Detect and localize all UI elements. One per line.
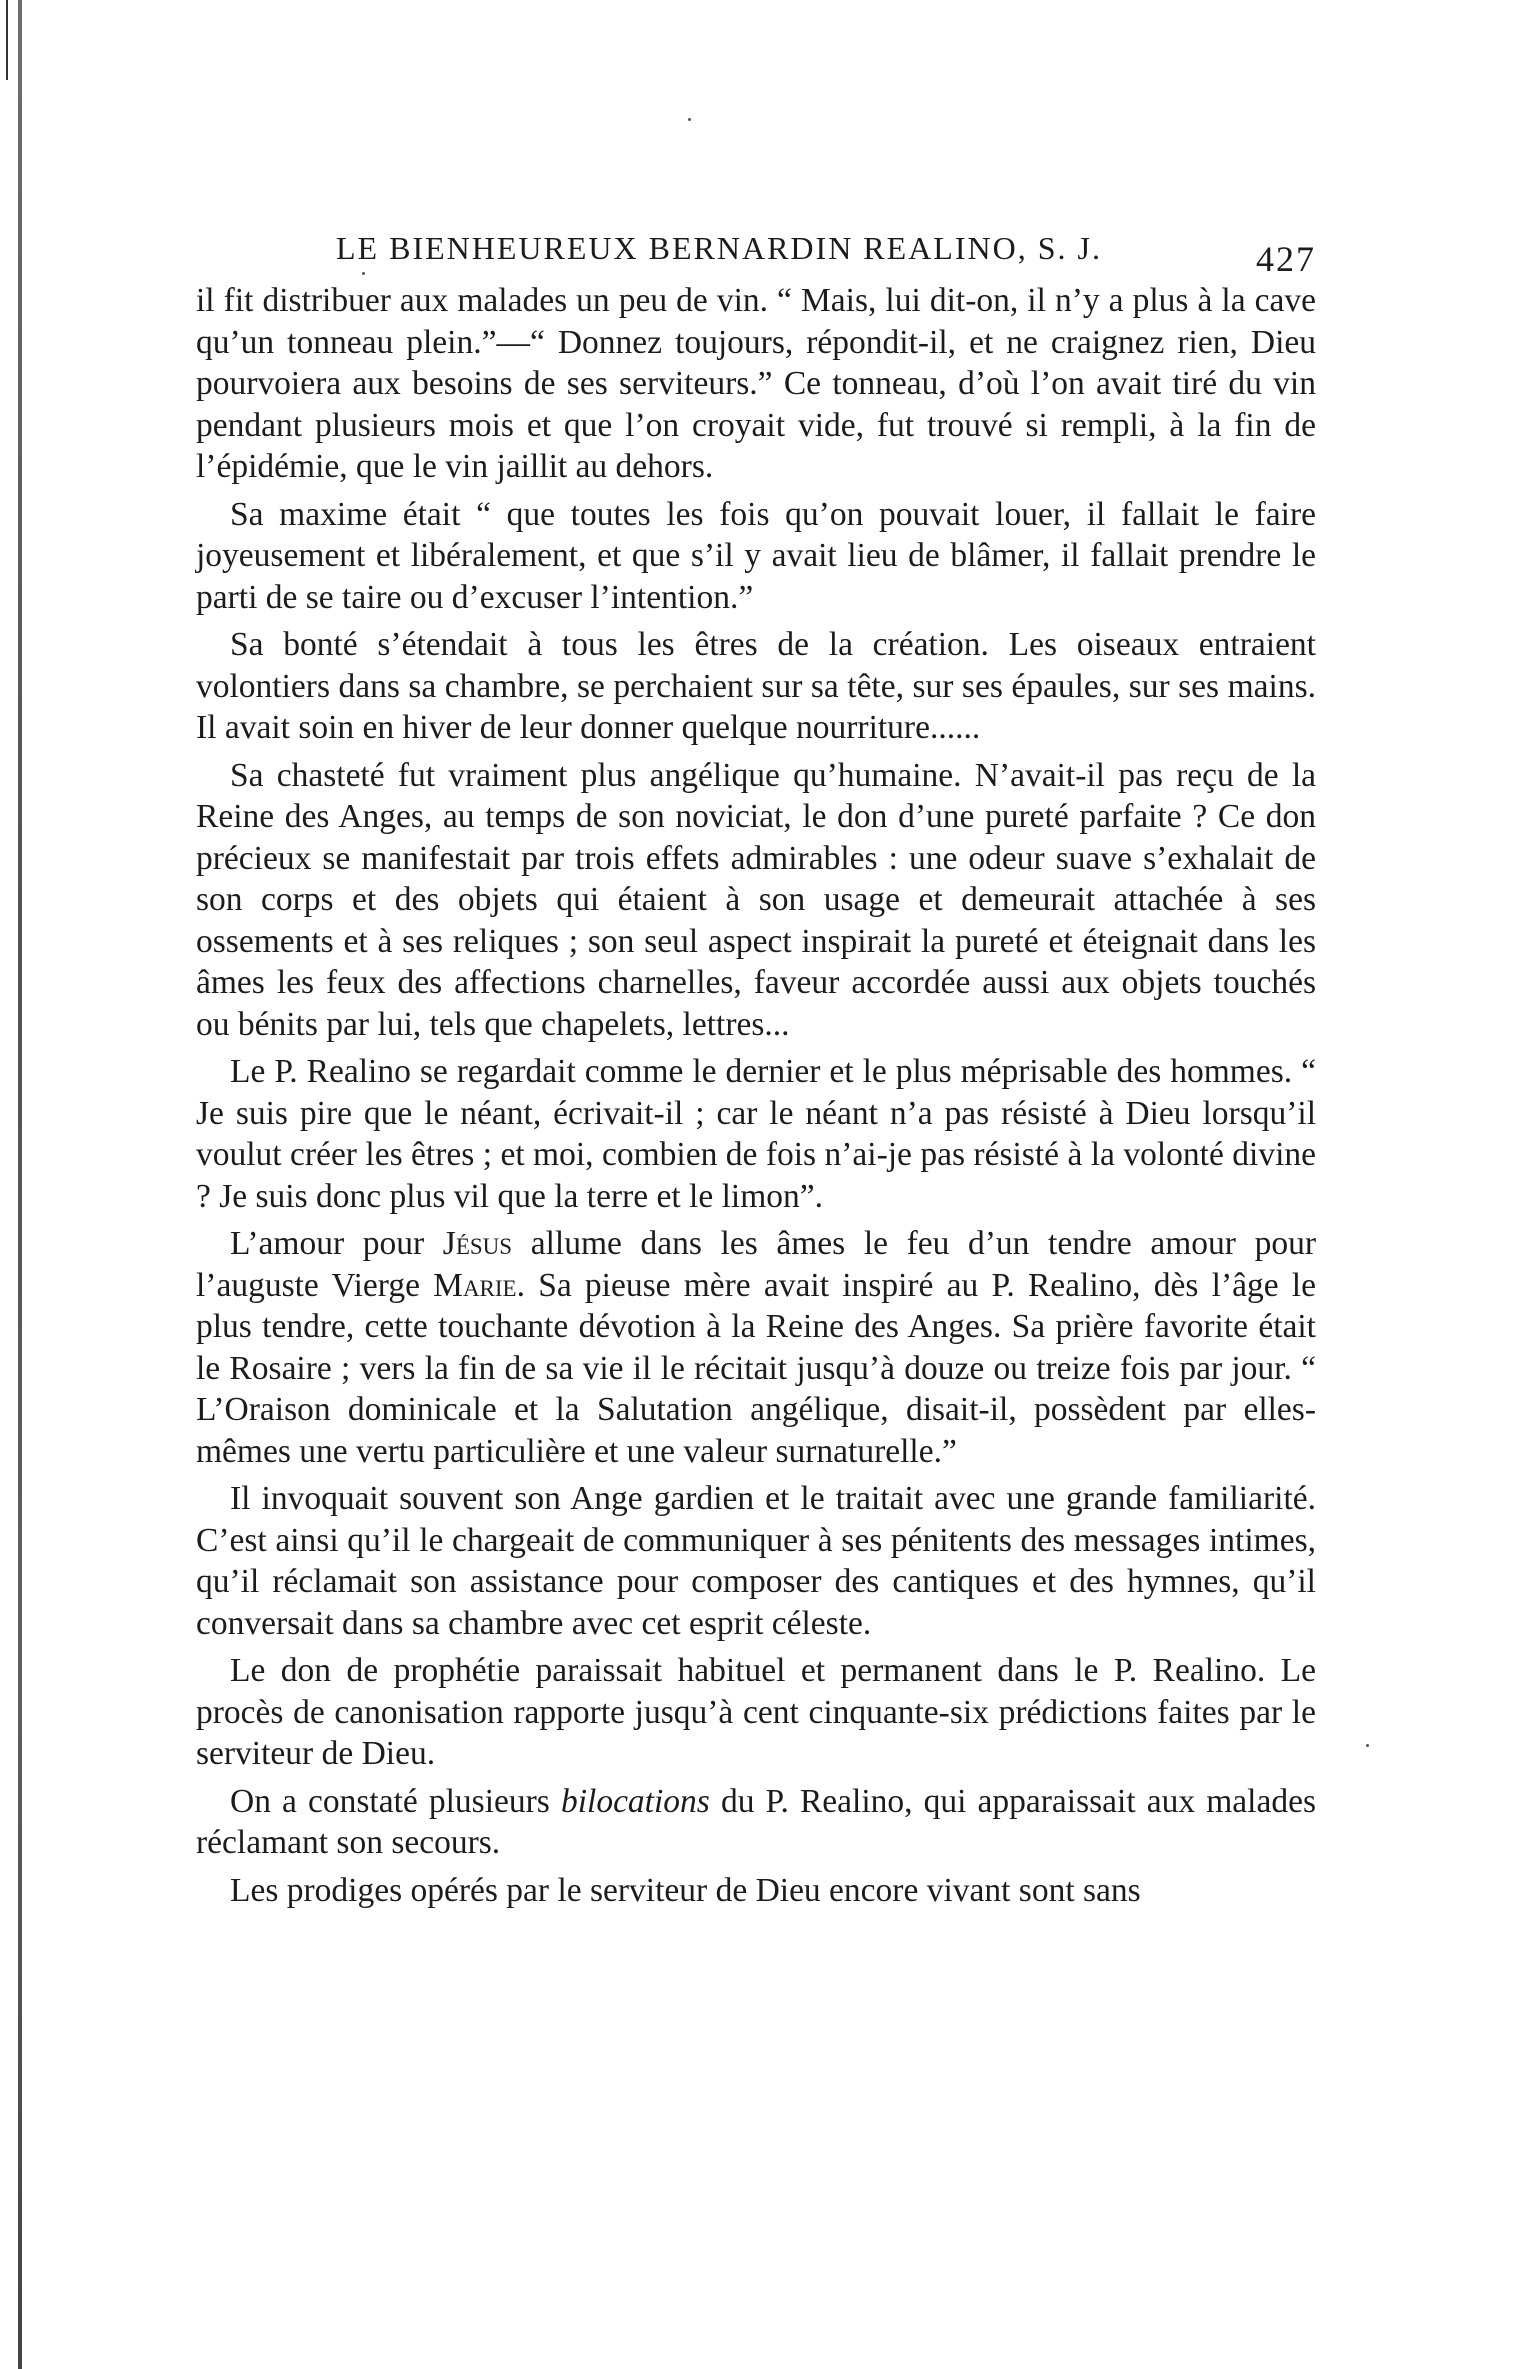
body-text (196, 280, 1316, 1911)
italic-term: bilocations (560, 1782, 710, 1820)
paragraph (196, 1781, 1316, 1864)
running-title: LE BIENHEUREUX BERNARDIN REALINO, S. J. (336, 230, 1102, 266)
paragraph-text: allume dans les âmes le feu d’un tendre amour pour l’auguste Vierge (196, 1225, 1316, 1304)
page-number: 427 (1256, 239, 1316, 279)
paragraph (196, 1223, 1316, 1472)
paragraph-text: du P. Realino, qui apparaissait aux malades réclamant son secours. (196, 1782, 1316, 1861)
name-jesus: Jésus (442, 1225, 513, 1262)
name-marie: Marie (433, 1266, 517, 1304)
paragraph: Le don de prophétie paraissait habituel et permanent dans le P. Realino. Le procès de canonisation rapporte jusqu’à cent cinquante-six prédictions faites par le serviteur de Dieu. (196, 1652, 1316, 1772)
paragraph: Le P. Realino se regardait comme le dernier et le plus méprisable des hommes. “ Je suis pire que le néant, écrivait-il ; car le néant n’a pas résisté à Dieu lorsqu’il voulut créer les êtres ; et moi, combien de fois n’ai-je pas résisté à la volonté divine ? Je suis donc plus vil que la terre et le limon”. (196, 1053, 1316, 1215)
paragraph: Il invoquait souvent son Ange gardien et le traitait avec une grande familiarité. C’est ainsi qu’il le chargeait de communiquer à ses pénitents des messages intimes, qu’il réclamait son assistance pour composer des cantiques et des hymnes, qu’il conversait dans sa chambre avec cet esprit céleste. (196, 1480, 1316, 1642)
running-head (196, 220, 1316, 280)
paper-speck (1366, 1744, 1369, 1747)
paragraph-text: L’amour pour (230, 1225, 443, 1262)
paragraph-text: On a constaté plusieurs (230, 1782, 561, 1820)
paragraph: Sa maxime était “ que toutes les fois qu’on pouvait louer, il fallait le faire joyeusement et libéralement, et que s’il y avait lieu de blâmer, il fallait prendre le parti de se taire ou d’excuser l’intention.” (196, 495, 1316, 616)
paragraph: Les prodiges opérés par le serviteur de Dieu encore vivant sont sans (230, 1871, 1141, 1909)
book-page (196, 220, 1316, 1917)
paragraph-text: . Sa pieuse mère avait inspiré au P. Realino, dès l’âge le plus tendre, cette touchante dévotion à la Reine des Anges. Sa prière favorite était le Rosaire ; vers la fin de sa vie il le récitait jusqu’à douze ou treize fois par jour. “ L’Oraison dominicale et la Salutation angélique, disait-il, possèdent par elles-mêmes une vertu particulière et une valeur surnaturelle.” (196, 1266, 1316, 1470)
paper-speck (688, 118, 691, 121)
page-edge-mark (6, 0, 8, 80)
paragraph: il fit distribuer aux malades un peu de vin. “ Mais, lui dit-on, il n’y a plus à la cave qu’un tonneau plein.”—“ Donnez toujours, répondit-il, et ne craignez rien, Dieu pourvoiera aux besoins de ses serviteurs.” Ce tonneau, d’où l’on avait tiré du vin pendant plusieurs mois et que l’on croyait vide, fut trouvé si rempli, à la fin de l’épidémie, que le vin jaillit au dehors. (196, 282, 1316, 485)
paragraph: Sa bonté s’étendait à tous les êtres de la création. Les oiseaux entraient volontiers dans sa chambre, se perchaient sur sa tête, sur ses épaules, sur ses mains. Il avait soin en hiver de leur donner quelque nourriture...... (196, 626, 1316, 746)
paragraph: Sa chasteté fut vraiment plus angélique qu’humaine. N’avait-il pas reçu de la Reine des Anges, au temps de son noviciat, le don d’une pureté parfaite ? Ce don précieux se manifestait par trois effets admirables : une odeur suave s’exhalait de son corps et des objets qui étaient à son usage et demeurait attachée à ses ossements et à ses reliques ; son seul aspect inspirait la pureté et éteignait dans les âmes les feux des affections charnelles, faveur accordée aussi aux objets touchés ou bénits par lui, tels que chapelets, lettres... (196, 756, 1316, 1043)
binding-shadow (18, 0, 22, 2369)
